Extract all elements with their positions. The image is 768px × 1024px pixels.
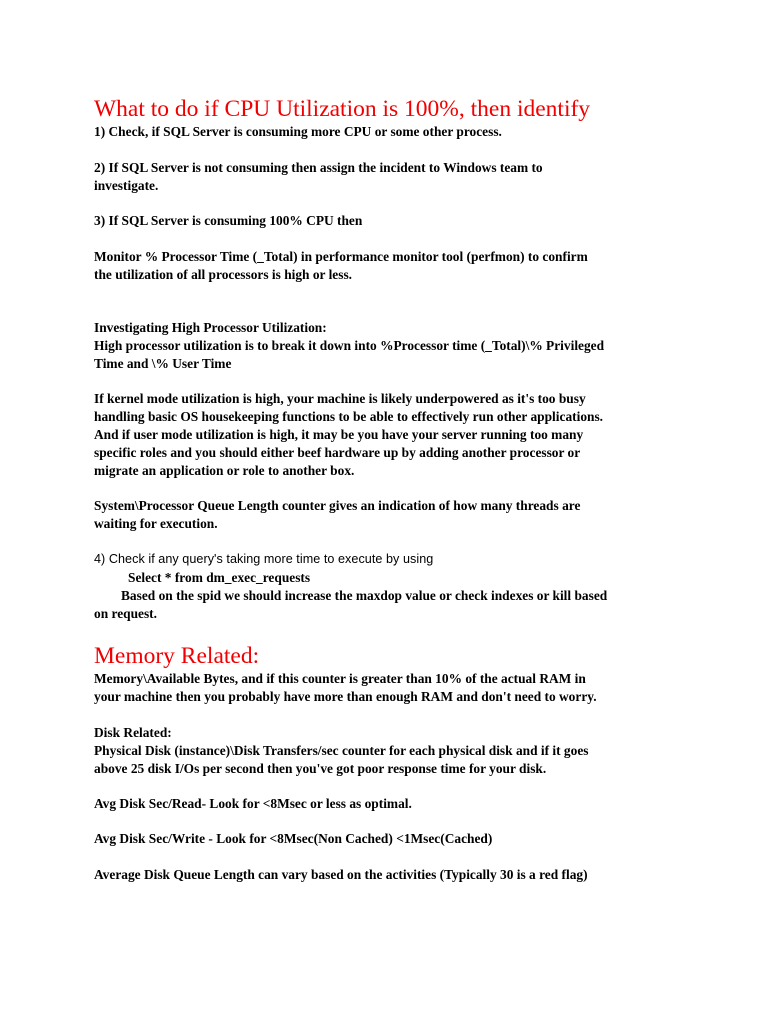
step-1-line: 1) Check, if SQL Server is consuming more CPU or some other process. — [94, 124, 502, 139]
memory-paragraph — [94, 670, 684, 706]
investigating-line-2: High processor utilization is to break it down into %Processor time (_Total)\% Privileged — [94, 337, 605, 353]
heading-cpu: What to do if CPU Utilization is 100%, then identify — [94, 96, 591, 122]
kernel-line-3: And if user mode utilization is high, it may be you have your server running too many — [94, 426, 584, 442]
step-2-line-1: 2) If SQL Server is not consuming then assign the incident to Windows team to — [94, 160, 543, 175]
disk-paragraph — [94, 724, 684, 778]
queue-paragraph — [94, 497, 684, 533]
monitor-line-1: Monitor % Processor Time (_Total) in performance monitor tool (perfmon) to confirm — [94, 249, 588, 264]
avg-disk-read-line: Avg Disk Sec/Read- Look for <8Msec or less as optimal. — [94, 796, 412, 811]
avg-disk-write-line: Avg Disk Sec/Write - Look for <8Msec(Non Cached) <1Msec(Cached) — [94, 831, 493, 846]
kernel-line-5: migrate an application or role to another box. — [94, 462, 355, 478]
step-4-code: Select * from dm_exec_requests — [128, 569, 311, 585]
kernel-line-4: specific roles and you should either beef hardware up by adding another processor or — [94, 444, 581, 460]
avg-disk-queue-line: Average Disk Queue Length can vary based on the activities (Typically 30 is a red flag) — [94, 867, 588, 882]
step-1 — [94, 123, 684, 141]
step-4 — [94, 551, 684, 623]
disk-heading: Disk Related: — [94, 725, 172, 740]
queue-line-2: waiting for execution. — [94, 515, 218, 531]
heading-memory: Memory Related: — [94, 643, 260, 669]
memory-line-2: your machine then you probably have more than enough RAM and don't need to worry. — [94, 688, 597, 704]
investigating-paragraph — [94, 319, 684, 373]
monitor-paragraph — [94, 248, 684, 284]
disk-line-1: Physical Disk (instance)\Disk Transfers/sec counter for each physical disk and if it goes — [94, 742, 589, 758]
kernel-line-2: handling basic OS housekeeping functions to be able to effectively run other applications. — [94, 408, 604, 424]
avg-disk-write — [94, 830, 684, 848]
disk-line-2: above 25 disk I/Os per second then you've got poor response time for your disk. — [94, 760, 547, 776]
kernel-paragraph — [94, 390, 684, 480]
step-3 — [94, 212, 684, 230]
monitor-line-2: the utilization of all processors is high or less. — [94, 266, 353, 282]
avg-disk-read — [94, 795, 684, 813]
step-3-line: 3) If SQL Server is consuming 100% CPU then — [94, 213, 363, 228]
investigating-line-1: Investigating High Processor Utilization: — [94, 320, 327, 335]
step-2 — [94, 159, 684, 195]
step-4-line-1: 4) Check if any query's taking more time to execute by using — [94, 552, 434, 566]
avg-disk-queue — [94, 866, 684, 884]
memory-line-1: Memory\Available Bytes, and if this counter is greater than 10% of the actual RAM in — [94, 671, 586, 686]
queue-line-1: System\Processor Queue Length counter gives an indication of how many threads are — [94, 498, 581, 513]
step-4-line-3: Based on the spid we should increase the maxdop value or check indexes or kill based — [121, 587, 608, 603]
investigating-line-3: Time and \% User Time — [94, 355, 232, 371]
step-2-line-2: investigate. — [94, 177, 159, 193]
kernel-line-1: If kernel mode utilization is high, your machine is likely underpowered as it's too busy — [94, 391, 586, 406]
step-4-line-4: on request. — [94, 605, 157, 621]
